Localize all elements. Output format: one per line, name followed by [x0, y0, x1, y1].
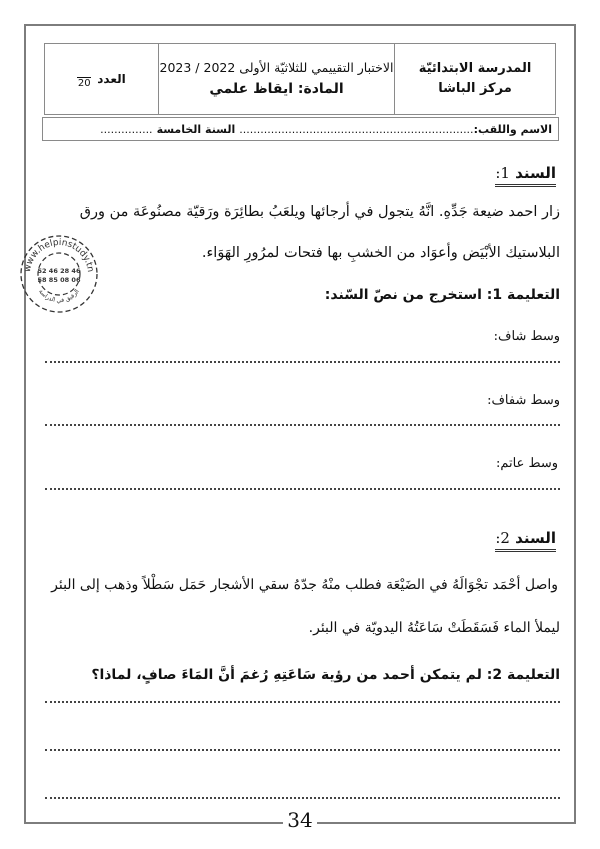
school-cell	[395, 44, 555, 114]
answer-line-opaque[interactable]	[45, 488, 560, 490]
helpinstudy-stamp	[18, 233, 100, 315]
answer-line-2[interactable]	[45, 749, 560, 751]
section1-heading	[495, 163, 556, 187]
stamp-tagline: الرفيق في الدراسة	[37, 288, 81, 305]
answer-line-3[interactable]	[45, 797, 560, 799]
page-number	[0, 808, 600, 832]
exam-title-cell	[159, 44, 395, 114]
field-label-translucent: وسط شفاف:	[487, 393, 560, 408]
student-info-box	[42, 117, 559, 141]
section2-paragraph-line2: ليملأ الماء فَسَقَطَتْ سَاعَتُهُ اليدويّة في البئر.	[308, 620, 560, 636]
section2-heading-label: السند	[515, 529, 556, 547]
stamp-website: www.helpinstudy.tn	[22, 237, 96, 273]
section2-heading	[495, 528, 556, 552]
stamp-phone1: 52 46 28 46	[37, 267, 81, 275]
score-blank[interactable]	[77, 69, 91, 78]
instruction1-text: التعليمة 1: استخرج من نصّ السّند:	[324, 287, 560, 303]
stamp-phone2: 58 85 08 06	[37, 276, 81, 284]
section1-heading-number: 1:	[495, 164, 510, 182]
exam-title: الاختبار التقييمي للثلاثيّة الأولى 2022 / 2023	[159, 60, 394, 75]
score-max: 20	[77, 78, 91, 89]
answer-line-transparent[interactable]	[45, 361, 560, 363]
score-fraction	[77, 69, 91, 89]
section2-heading-number: 2:	[495, 529, 510, 547]
school-name: المدرسة الابتدائيّة	[418, 61, 532, 76]
name-label: الاسم واللقب:	[473, 122, 552, 136]
section2-paragraph-line1: واصل أحْمَد تجْوَالَهُ في الضَيْعَة فطلب منْهُ جدّهُ سقي الأشجار حَمَل سَطْلاً وذهب إلى البئر	[51, 577, 558, 593]
field-label-transparent: وسط شاف:	[493, 329, 560, 344]
name-field[interactable]: ...................................................................	[239, 122, 474, 136]
score-cell	[45, 44, 159, 114]
field-label-opaque: وسط عاتم:	[495, 456, 558, 471]
instruction2-text: التعليمة 2: لم يتمكن أحمد من رؤية سَاعَتِهِ رُغمَ أنَّ المَاءَ صافٍ، لماذا؟	[91, 667, 560, 683]
exam-header-table	[44, 43, 556, 115]
school-location: مركز الباشا	[438, 81, 512, 96]
section1-paragraph-line1: زار احمد ضيعة جَدِّهِ. انَّهُ يتجول في أرجائها ويلعَبُ بطائِرَة ورَقيّة مصنُوعَة من ورق	[79, 204, 560, 220]
answer-line-1[interactable]	[45, 701, 560, 703]
page-number-text: 34	[283, 808, 316, 832]
grade-label: السنة الخامسة	[156, 122, 236, 136]
section1-heading-label: السند	[515, 164, 556, 182]
section1-paragraph-line2: البلاستيك الأبْيَض وأعوَاد من الخشبِ بها فتحات لمرُورِ الهَوَاء.	[201, 245, 560, 261]
score-label: العدد	[97, 72, 126, 86]
answer-line-translucent[interactable]	[45, 424, 560, 426]
exam-subject: المادة: ايقاظ علمي	[209, 81, 344, 97]
grade-field[interactable]: ...............	[100, 122, 153, 136]
